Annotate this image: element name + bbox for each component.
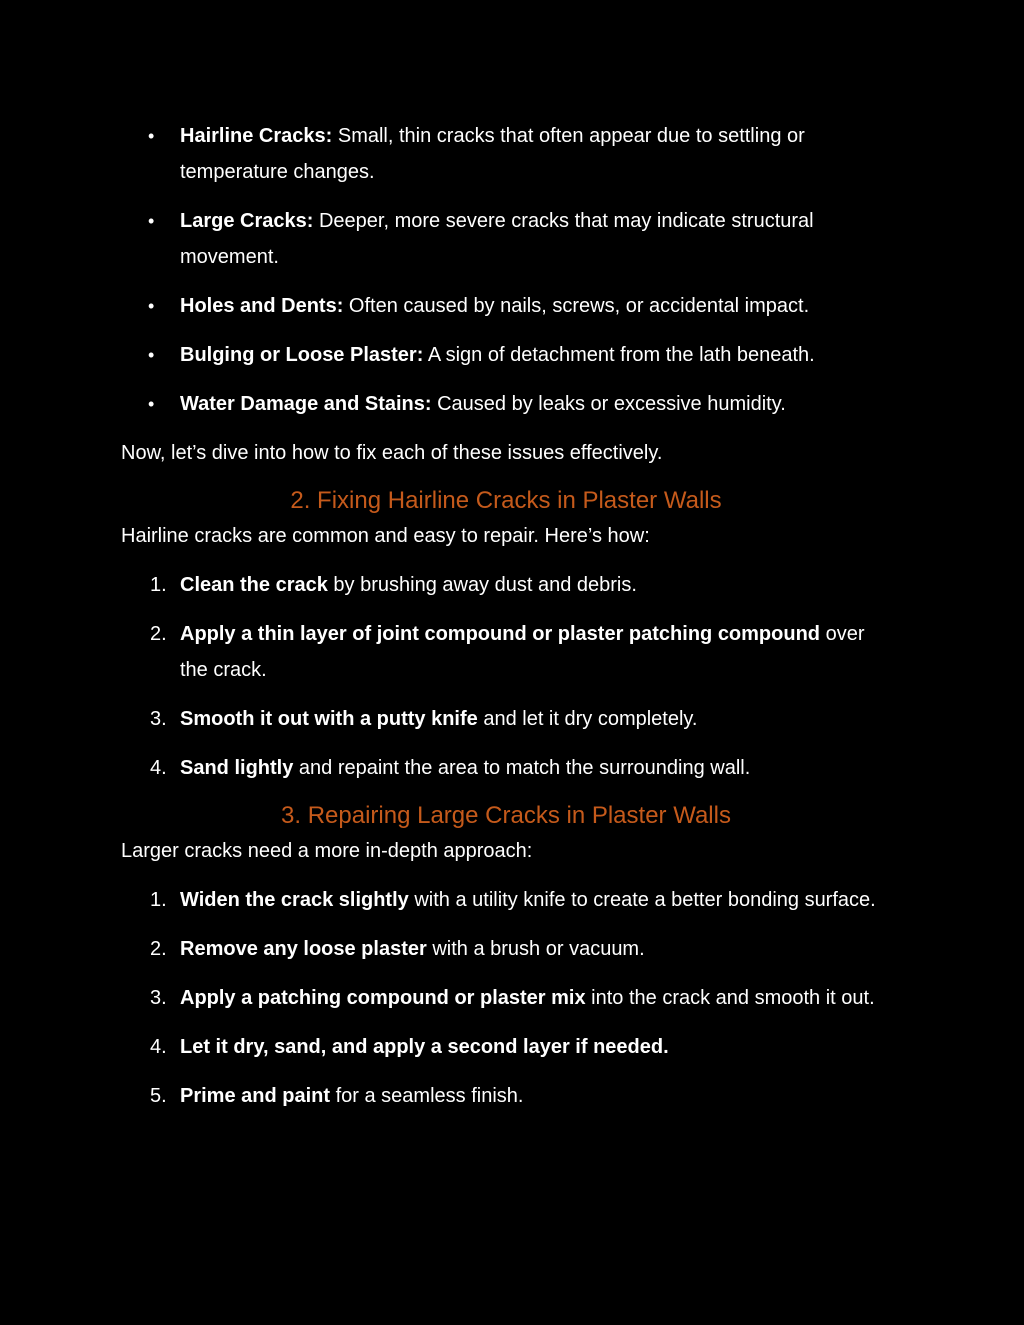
step-rest: with a brush or vacuum. — [426, 938, 645, 960]
step-bold: Remove any loose plaster — [180, 938, 427, 960]
step-rest: for a seamless finish. — [330, 1085, 524, 1107]
list-item-desc: Small, thin cracks that often appear due to settling or temperature changes. — [180, 125, 805, 183]
list-item-term: Hairline Cracks: — [180, 125, 333, 147]
section-2-steps — [121, 567, 891, 786]
list-item-desc: A sign of detachment from the lath beneath. — [423, 344, 815, 366]
list-item-term: Water Damage and Stains: — [180, 393, 432, 415]
list-item-term: Large Cracks: — [180, 210, 314, 232]
list-item-term: Bulging or Loose Plaster: — [180, 344, 424, 366]
step-number: 1. — [150, 889, 167, 911]
step-item — [121, 750, 891, 786]
step-item — [121, 701, 891, 737]
list-item — [121, 337, 891, 373]
list-item-desc: Deeper, more severe cracks that may indicate structural movement. — [180, 210, 814, 268]
page-content — [121, 118, 891, 1127]
step-number: 4. — [150, 757, 167, 779]
section-3-intro: Larger cracks need a more in-depth approach: — [121, 840, 533, 862]
step-number: 1. — [150, 574, 167, 596]
step-bold: Clean the crack — [180, 574, 328, 596]
step-rest: and let it dry completely. — [477, 708, 698, 730]
list-item — [121, 288, 891, 324]
step-item — [121, 1078, 891, 1114]
step-item — [121, 931, 891, 967]
step-number: 2. — [150, 938, 167, 960]
step-rest: by brushing away dust and debris. — [327, 574, 637, 596]
step-bold: Prime and paint — [180, 1085, 331, 1107]
step-rest: with a utility knife to create a better bonding surface. — [408, 889, 876, 911]
list-item-desc: Caused by leaks or excessive humidity. — [431, 393, 786, 415]
step-item — [121, 1029, 891, 1065]
step-item — [121, 616, 891, 688]
step-item — [121, 980, 891, 1016]
step-number: 2. — [150, 623, 167, 645]
list-item — [121, 203, 891, 275]
step-bold: Apply a patching compound or plaster mix — [180, 987, 586, 1009]
step-bold: Sand lightly — [180, 757, 294, 779]
step-bold: Apply a thin layer of joint compound or plaster patching compound — [180, 623, 821, 645]
list-item — [121, 386, 891, 422]
step-item — [121, 882, 891, 918]
transition-paragraph: Now, let’s dive into how to fix each of these issues effectively. — [121, 442, 663, 464]
step-number: 3. — [150, 708, 167, 730]
list-item — [121, 118, 891, 190]
section-3-heading: 3. Repairing Large Cracks in Plaster Walls — [281, 802, 731, 829]
step-number: 3. — [150, 987, 167, 1009]
step-bold: Let it dry, sand, and apply a second layer if needed. — [180, 1036, 669, 1058]
list-item-term: Holes and Dents: — [180, 295, 344, 317]
step-rest: and repaint the area to match the surrounding wall. — [293, 757, 751, 779]
step-item — [121, 567, 891, 603]
step-rest: into the crack and smooth it out. — [585, 987, 875, 1009]
step-rest: over the crack. — [180, 623, 865, 681]
section-2-heading: 2. Fixing Hairline Cracks in Plaster Walls — [290, 487, 722, 514]
step-bold: Widen the crack slightly — [180, 889, 409, 911]
step-number: 5. — [150, 1085, 167, 1107]
damage-types-list — [121, 118, 891, 422]
list-item-desc: Often caused by nails, screws, or accidental impact. — [343, 295, 810, 317]
step-number: 4. — [150, 1036, 167, 1058]
section-3-steps — [121, 882, 891, 1114]
section-2-intro: Hairline cracks are common and easy to repair. Here’s how: — [121, 525, 650, 547]
step-bold: Smooth it out with a putty knife — [180, 708, 478, 730]
